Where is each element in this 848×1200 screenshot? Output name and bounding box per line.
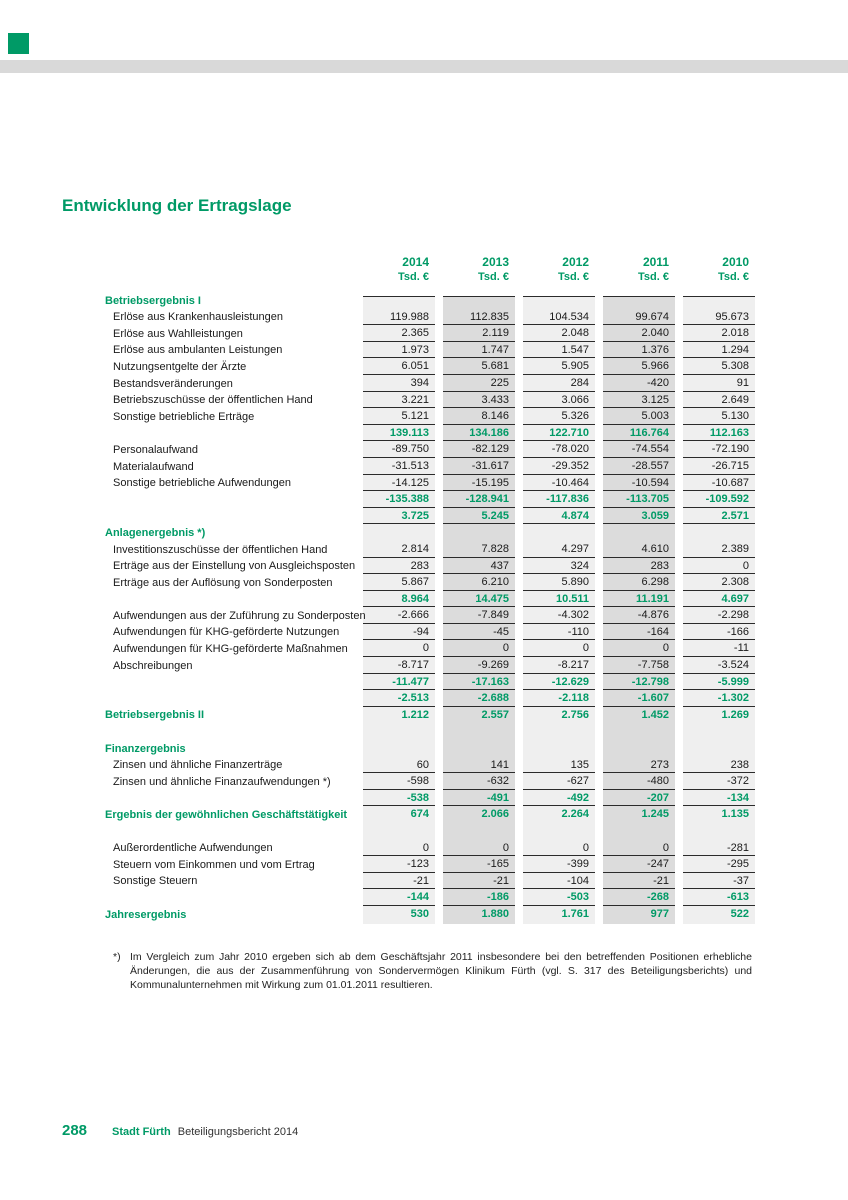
value-cell-2012: -8.217 bbox=[523, 657, 595, 674]
row-label: Betriebszuschüsse der öffentlichen Hand bbox=[113, 394, 313, 407]
value-cell-2014: 3.221 bbox=[363, 392, 435, 409]
value-cell-2012: 0 bbox=[523, 840, 595, 857]
value-cell-2011: -420 bbox=[603, 375, 675, 392]
year-label: 2010 bbox=[722, 255, 749, 269]
table-row bbox=[105, 723, 755, 740]
value-cell-2012: 284 bbox=[523, 375, 595, 392]
value-cell-2013: 5.681 bbox=[443, 358, 515, 375]
value-cell-2011: 2.040 bbox=[603, 325, 675, 342]
value-cell-2012: -627 bbox=[523, 773, 595, 790]
value-cell-2013: 8.146 bbox=[443, 408, 515, 425]
value-cell-2013: 3.433 bbox=[443, 392, 515, 409]
table-row bbox=[105, 491, 755, 508]
value-cell-2010: 5.130 bbox=[683, 408, 755, 425]
value-cell-2012: 135 bbox=[523, 757, 595, 774]
table-row bbox=[105, 292, 755, 309]
table-row bbox=[105, 309, 755, 326]
value-cell-2010: -72.190 bbox=[683, 441, 755, 458]
value-cell-2013: -17.163 bbox=[443, 674, 515, 691]
value-cell-2011: 6.298 bbox=[603, 574, 675, 591]
column-header-2012 bbox=[523, 255, 595, 285]
table-row bbox=[105, 325, 755, 342]
value-cell-2011: -10.594 bbox=[603, 475, 675, 492]
value-cell-2014: -8.717 bbox=[363, 657, 435, 674]
row-label: Betriebsergebnis I bbox=[105, 294, 201, 307]
row-label: Zinsen und ähnliche Finanzaufwendungen *) bbox=[113, 775, 331, 788]
value-cell-2011: 273 bbox=[603, 757, 675, 774]
value-cell-2013: -31.617 bbox=[443, 458, 515, 475]
value-cell-2010: -3.524 bbox=[683, 657, 755, 674]
row-label: Aufwendungen für KHG-geförderte Maßnahmen bbox=[113, 643, 348, 656]
value-cell-2011: -247 bbox=[603, 856, 675, 873]
value-cell-2014: -2.666 bbox=[363, 607, 435, 624]
table-row bbox=[105, 707, 755, 724]
value-cell-2011: -480 bbox=[603, 773, 675, 790]
value-cell-2013: 134.186 bbox=[443, 425, 515, 442]
table-row bbox=[105, 358, 755, 375]
table-body bbox=[105, 292, 755, 923]
value-cell-2013: 2.119 bbox=[443, 325, 515, 342]
row-label: Erträge aus der Auflösung von Sonderposten bbox=[113, 576, 333, 589]
value-cell-2012: 3.066 bbox=[523, 392, 595, 409]
value-cell-2010: 95.673 bbox=[683, 309, 755, 326]
value-cell-2010: 0 bbox=[683, 558, 755, 575]
value-cell-2010: 5.308 bbox=[683, 358, 755, 375]
value-cell-2011: -1.607 bbox=[603, 690, 675, 707]
value-cell-2013: 7.828 bbox=[443, 541, 515, 558]
value-cell-2012: 324 bbox=[523, 558, 595, 575]
table-row bbox=[105, 624, 755, 641]
table-row bbox=[105, 889, 755, 906]
value-cell-2012: -29.352 bbox=[523, 458, 595, 475]
footnote-marker: *) bbox=[113, 951, 121, 963]
table-row bbox=[105, 425, 755, 442]
value-cell-2012: 1.761 bbox=[561, 907, 589, 920]
row-label: Bestandsveränderungen bbox=[113, 377, 233, 390]
value-cell-2010: 91 bbox=[683, 375, 755, 392]
footnote-text: Im Vergleich zum Jahr 2010 ergeben sich ab dem Geschäftsjahr 2011 insbesondere bei den betreffenden Positionen erhebliche Änderungen, die aus der Zusammenführung von Sondervermögen Klinikum Fürth (vgl. S. 317 des Beteiligungsberichts) und Kommunalunternehmen mit Wirkung zum 01.01.2011 resultieren. bbox=[130, 951, 752, 991]
unit-label: Tsd. € bbox=[638, 271, 669, 283]
value-cell-2014: -89.750 bbox=[363, 441, 435, 458]
value-cell-2010: 1.294 bbox=[683, 342, 755, 359]
value-cell-2010: -134 bbox=[683, 790, 755, 807]
table-row bbox=[105, 342, 755, 359]
value-cell-2013: 225 bbox=[443, 375, 515, 392]
value-cell-2011: -28.557 bbox=[603, 458, 675, 475]
value-cell-2010: 2.018 bbox=[683, 325, 755, 342]
value-cell-2012: -492 bbox=[523, 790, 595, 807]
value-cell-2012: -104 bbox=[523, 873, 595, 890]
value-cell-2013: -632 bbox=[443, 773, 515, 790]
value-cell-2014: 5.867 bbox=[363, 574, 435, 591]
row-label: Nutzungsentgelte der Ärzte bbox=[113, 360, 247, 373]
value-cell-2013: 437 bbox=[443, 558, 515, 575]
row-label: Zinsen und ähnliche Finanzerträge bbox=[113, 759, 283, 772]
row-label: Anlagenergebnis *) bbox=[105, 526, 206, 539]
row-label: Materialaufwand bbox=[113, 460, 194, 473]
value-cell-2011: 5.966 bbox=[603, 358, 675, 375]
row-label: Aufwendungen aus der Zuführung zu Sonderposten bbox=[113, 609, 366, 622]
value-cell-2010: -1.302 bbox=[683, 690, 755, 707]
unit-label: Tsd. € bbox=[398, 271, 429, 283]
table-row bbox=[105, 441, 755, 458]
value-cell-2012: -2.118 bbox=[523, 690, 595, 707]
value-cell-2013: -491 bbox=[443, 790, 515, 807]
footer-report-title: Beteiligungsbericht 2014 bbox=[177, 1126, 299, 1138]
unit-label: Tsd. € bbox=[558, 271, 589, 283]
value-cell-2010: 1.135 bbox=[721, 808, 749, 821]
value-cell-2011: -7.758 bbox=[603, 657, 675, 674]
table-row bbox=[105, 574, 755, 591]
corner-accent-square bbox=[8, 33, 29, 54]
value-cell-2010: 2.308 bbox=[683, 574, 755, 591]
value-cell-2012: 1.547 bbox=[523, 342, 595, 359]
table-row bbox=[105, 375, 755, 392]
value-cell-2011: 1.452 bbox=[641, 708, 669, 721]
column-header-2010 bbox=[683, 255, 755, 285]
value-cell-2011: 3.059 bbox=[603, 508, 675, 525]
value-cell-2013: -128.941 bbox=[443, 491, 515, 508]
value-cell-2012: 104.534 bbox=[523, 309, 595, 326]
value-cell-2011: 11.191 bbox=[603, 591, 675, 608]
value-cell-2011: -164 bbox=[603, 624, 675, 641]
table-header bbox=[105, 255, 755, 289]
footer-text bbox=[112, 1126, 298, 1138]
value-cell-2013: 141 bbox=[443, 757, 515, 774]
value-cell-2014: 8.964 bbox=[363, 591, 435, 608]
year-label: 2013 bbox=[482, 255, 509, 269]
value-cell-2011: -113.705 bbox=[603, 491, 675, 508]
value-cell-2012: 10.511 bbox=[523, 591, 595, 608]
row-label: Ergebnis der gewöhnlichen Geschäftstätigkeit bbox=[105, 809, 348, 821]
value-cell-2014: 0 bbox=[363, 640, 435, 657]
value-cell-2014: 1.212 bbox=[401, 708, 429, 721]
value-cell-2011: -74.554 bbox=[603, 441, 675, 458]
year-label: 2012 bbox=[562, 255, 589, 269]
value-cell-2011: 0 bbox=[603, 640, 675, 657]
value-cell-2010: 4.697 bbox=[683, 591, 755, 608]
value-cell-2013: 6.210 bbox=[443, 574, 515, 591]
value-cell-2010: -372 bbox=[683, 773, 755, 790]
table-row bbox=[105, 408, 755, 425]
row-label: Erlöse aus Krankenhausleistungen bbox=[113, 311, 284, 324]
value-cell-2010: 238 bbox=[683, 757, 755, 774]
table-row bbox=[105, 840, 755, 857]
table-row bbox=[105, 591, 755, 608]
value-cell-2014: 674 bbox=[410, 808, 429, 821]
value-cell-2011: -268 bbox=[603, 889, 675, 906]
value-cell-2012: -4.302 bbox=[523, 607, 595, 624]
row-label: Investitionszuschüsse der öffentlichen Hand bbox=[113, 543, 328, 556]
value-cell-2014: -31.513 bbox=[363, 458, 435, 475]
value-cell-2011: 5.003 bbox=[603, 408, 675, 425]
value-cell-2013: -165 bbox=[443, 856, 515, 873]
value-cell-2010: 2.571 bbox=[683, 508, 755, 525]
value-cell-2011: 0 bbox=[603, 840, 675, 857]
value-cell-2014: -598 bbox=[363, 773, 435, 790]
row-label: Erträge aus der Einstellung von Ausgleichsposten bbox=[113, 560, 356, 573]
value-cell-2010: 2.389 bbox=[683, 541, 755, 558]
value-cell-2014: 3.725 bbox=[363, 508, 435, 525]
value-cell-2012: -117.836 bbox=[523, 491, 595, 508]
table-row bbox=[105, 773, 755, 790]
value-cell-2013: -186 bbox=[443, 889, 515, 906]
value-cell-2013: 2.557 bbox=[481, 708, 509, 721]
value-cell-2014: -538 bbox=[363, 790, 435, 807]
value-cell-2012: 2.756 bbox=[561, 708, 589, 721]
value-cell-2010: 112.163 bbox=[683, 425, 755, 442]
page-footer bbox=[62, 1122, 298, 1139]
value-cell-2012: -78.020 bbox=[523, 441, 595, 458]
value-cell-2011: 116.764 bbox=[603, 425, 675, 442]
value-cell-2010: -109.592 bbox=[683, 491, 755, 508]
table-row bbox=[105, 873, 755, 890]
value-cell-2011: -4.876 bbox=[603, 607, 675, 624]
year-label: 2014 bbox=[402, 255, 429, 269]
value-cell-2013: 112.835 bbox=[443, 309, 515, 326]
value-cell-2012: 4.874 bbox=[523, 508, 595, 525]
value-cell-2012: -503 bbox=[523, 889, 595, 906]
table-row bbox=[105, 823, 755, 840]
value-cell-2010: -166 bbox=[683, 624, 755, 641]
value-cell-2014: 139.113 bbox=[363, 425, 435, 442]
value-cell-2010: -5.999 bbox=[683, 674, 755, 691]
top-divider-bar bbox=[0, 60, 848, 73]
row-label: Erlöse aus Wahlleistungen bbox=[113, 327, 243, 340]
value-cell-2013: 1.880 bbox=[481, 907, 509, 920]
value-cell-2013: -15.195 bbox=[443, 475, 515, 492]
value-cell-2014: -2.513 bbox=[363, 690, 435, 707]
page-title: Entwicklung der Ertragslage bbox=[62, 196, 292, 215]
value-cell-2011: -21 bbox=[603, 873, 675, 890]
value-cell-2014: -135.388 bbox=[363, 491, 435, 508]
value-cell-2014: 6.051 bbox=[363, 358, 435, 375]
value-cell-2012: 0 bbox=[523, 640, 595, 657]
value-cell-2011: 1.376 bbox=[603, 342, 675, 359]
value-cell-2014: 2.365 bbox=[363, 325, 435, 342]
table-row bbox=[105, 740, 755, 757]
value-cell-2014: -14.125 bbox=[363, 475, 435, 492]
value-cell-2012: 4.297 bbox=[523, 541, 595, 558]
value-cell-2011: 3.125 bbox=[603, 392, 675, 409]
value-cell-2014: -11.477 bbox=[363, 674, 435, 691]
value-cell-2010: -613 bbox=[683, 889, 755, 906]
value-cell-2013: -7.849 bbox=[443, 607, 515, 624]
table-row bbox=[105, 674, 755, 691]
value-cell-2012: 2.048 bbox=[523, 325, 595, 342]
value-cell-2014: 2.814 bbox=[363, 541, 435, 558]
footer-publisher: Stadt Fürth bbox=[112, 1126, 171, 1138]
value-cell-2014: -144 bbox=[363, 889, 435, 906]
table-row bbox=[105, 524, 755, 541]
row-label: Abschreibungen bbox=[113, 659, 193, 672]
table-row bbox=[105, 475, 755, 492]
value-cell-2012: 5.905 bbox=[523, 358, 595, 375]
column-header-2014 bbox=[363, 255, 435, 285]
unit-label: Tsd. € bbox=[478, 271, 509, 283]
value-cell-2013: 14.475 bbox=[443, 591, 515, 608]
page-number: 288 bbox=[62, 1122, 88, 1139]
value-cell-2013: 0 bbox=[443, 840, 515, 857]
table-row bbox=[105, 757, 755, 774]
value-cell-2012: 5.890 bbox=[523, 574, 595, 591]
value-cell-2010: 2.649 bbox=[683, 392, 755, 409]
value-cell-2014: 530 bbox=[410, 907, 429, 920]
row-label: Sonstige betriebliche Erträge bbox=[113, 410, 255, 423]
value-cell-2011: 283 bbox=[603, 558, 675, 575]
value-cell-2010: 1.269 bbox=[721, 708, 749, 721]
value-cell-2014: -94 bbox=[363, 624, 435, 641]
value-cell-2011: 977 bbox=[650, 907, 669, 920]
row-label: Sonstige Steuern bbox=[113, 875, 198, 888]
table-row bbox=[105, 790, 755, 807]
value-cell-2014: 0 bbox=[363, 840, 435, 857]
row-label: Aufwendungen für KHG-geförderte Nutzungen bbox=[113, 626, 340, 639]
table-row bbox=[105, 640, 755, 657]
value-cell-2010: -2.298 bbox=[683, 607, 755, 624]
row-label: Außerordentliche Aufwendungen bbox=[113, 842, 273, 855]
value-cell-2011: 1.245 bbox=[641, 808, 669, 821]
footnote bbox=[113, 950, 752, 992]
table-row bbox=[105, 392, 755, 409]
row-label: Steuern vom Einkommen und vom Ertrag bbox=[113, 858, 315, 871]
table-row bbox=[105, 690, 755, 707]
value-cell-2012: -399 bbox=[523, 856, 595, 873]
value-cell-2011: 4.610 bbox=[603, 541, 675, 558]
value-cell-2014: 394 bbox=[363, 375, 435, 392]
value-cell-2013: -21 bbox=[443, 873, 515, 890]
row-label: Finanzergebnis bbox=[105, 742, 186, 755]
value-cell-2011: 99.674 bbox=[603, 309, 675, 326]
value-cell-2012: -110 bbox=[523, 624, 595, 641]
value-cell-2013: 5.245 bbox=[443, 508, 515, 525]
table-row bbox=[105, 558, 755, 575]
table-row bbox=[105, 657, 755, 674]
value-cell-2012: 122.710 bbox=[523, 425, 595, 442]
value-cell-2014: 5.121 bbox=[363, 408, 435, 425]
value-cell-2013: -82.129 bbox=[443, 441, 515, 458]
value-cell-2014: 60 bbox=[363, 757, 435, 774]
row-label: Betriebsergebnis II bbox=[105, 709, 205, 722]
row-label: Jahresergebnis bbox=[105, 908, 187, 921]
value-cell-2014: 119.988 bbox=[363, 309, 435, 326]
value-cell-2010: -281 bbox=[683, 840, 755, 857]
value-cell-2010: 522 bbox=[730, 907, 749, 920]
value-cell-2010: -26.715 bbox=[683, 458, 755, 475]
value-cell-2010: -10.687 bbox=[683, 475, 755, 492]
value-cell-2014: -123 bbox=[363, 856, 435, 873]
column-header-2013 bbox=[443, 255, 515, 285]
table-row bbox=[105, 906, 755, 923]
unit-label: Tsd. € bbox=[718, 271, 749, 283]
value-cell-2013: 2.066 bbox=[481, 808, 509, 821]
value-cell-2012: 5.326 bbox=[523, 408, 595, 425]
table-row bbox=[105, 508, 755, 525]
value-cell-2010: -37 bbox=[683, 873, 755, 890]
row-label: Sonstige betriebliche Aufwendungen bbox=[113, 477, 291, 490]
row-label: Personalaufwand bbox=[113, 443, 199, 456]
value-cell-2010: -295 bbox=[683, 856, 755, 873]
value-cell-2012: -10.464 bbox=[523, 475, 595, 492]
value-cell-2013: 0 bbox=[443, 640, 515, 657]
value-cell-2011: -207 bbox=[603, 790, 675, 807]
row-label: Erlöse aus ambulanten Leistungen bbox=[113, 344, 283, 357]
value-cell-2013: 1.747 bbox=[443, 342, 515, 359]
value-cell-2014: -21 bbox=[363, 873, 435, 890]
value-cell-2013: -2.688 bbox=[443, 690, 515, 707]
table-row bbox=[105, 856, 755, 873]
value-cell-2014: 1.973 bbox=[363, 342, 435, 359]
value-cell-2011: -12.798 bbox=[603, 674, 675, 691]
value-cell-2013: -45 bbox=[443, 624, 515, 641]
year-label: 2011 bbox=[642, 255, 669, 269]
value-cell-2013: -9.269 bbox=[443, 657, 515, 674]
value-cell-2012: -12.629 bbox=[523, 674, 595, 691]
table-row bbox=[105, 806, 755, 823]
value-cell-2012: 2.264 bbox=[561, 808, 589, 821]
table-row bbox=[105, 541, 755, 558]
earnings-development-table bbox=[105, 255, 755, 923]
value-cell-2010: -11 bbox=[683, 640, 755, 657]
table-row bbox=[105, 607, 755, 624]
value-cell-2014: 283 bbox=[363, 558, 435, 575]
column-header-2011 bbox=[603, 255, 675, 285]
table-row bbox=[105, 458, 755, 475]
